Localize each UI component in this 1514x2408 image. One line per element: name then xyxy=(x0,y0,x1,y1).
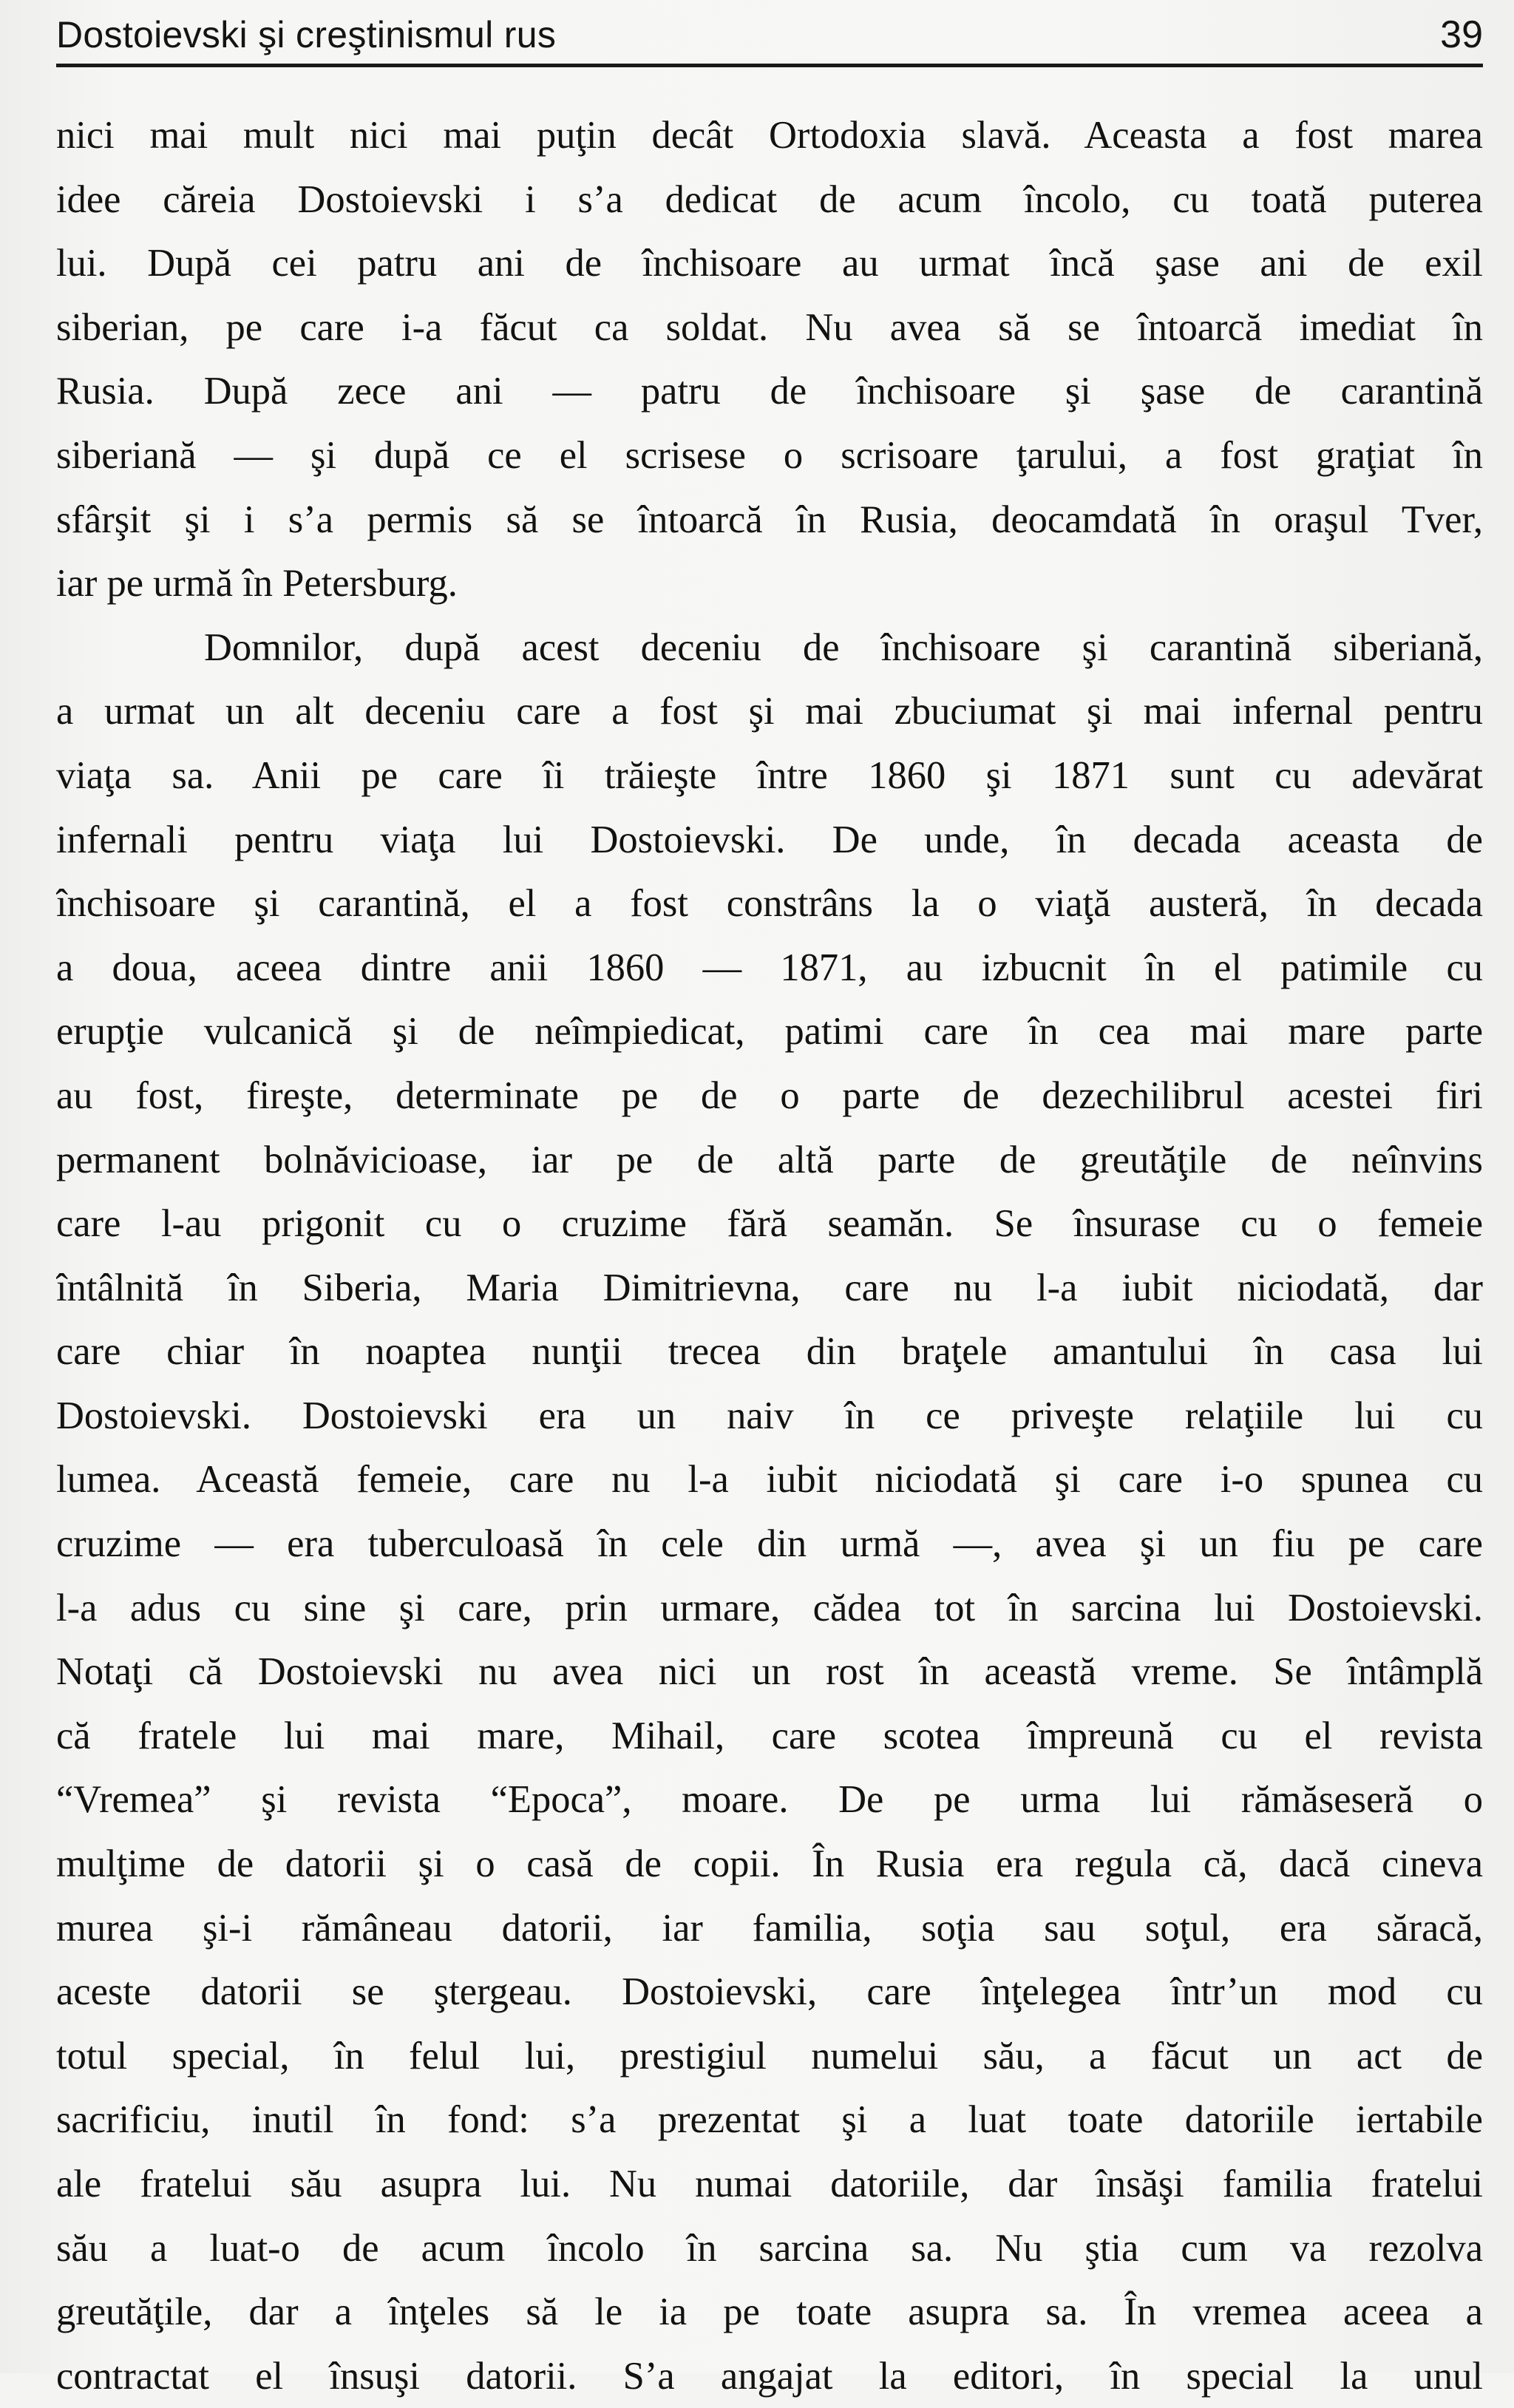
text-line: lumea. Această femeie, care nu l-a iubit niciodată şi care i-o spunea cu xyxy=(56,1458,1483,1502)
running-title: Dostoievski şi creştinismul rus xyxy=(56,14,557,55)
text-line: care chiar în noaptea nunţii trecea din braţele amantului în casa lui xyxy=(56,1330,1483,1374)
text-line: mulţime de datorii şi o casă de copii. În Rusia era regula că, dacă cineva xyxy=(56,1842,1483,1886)
text-line: închisoare şi carantină, el a fost constrâns la o viaţă austeră, în decada xyxy=(56,882,1483,926)
running-header xyxy=(56,6,1483,64)
header-rule xyxy=(56,64,1483,67)
text-line: idee căreia Dostoievski i s’a dedicat de acum încolo, cu toată puterea xyxy=(56,177,1483,221)
text-line: murea şi-i rămâneau datorii, iar familia, soţia sau soţul, era săracă, xyxy=(56,1906,1483,1950)
text-line: aceste datorii se ştergeau. Dostoievski, care înţelegea într’un mod cu xyxy=(56,1970,1483,2014)
text-line: întâlnită în Siberia, Maria Dimitrievna, care nu l-a iubit niciodată, dar xyxy=(56,1266,1483,1309)
text-line: totul special, în felul lui, prestigiul numelui său, a făcut un act de xyxy=(56,2034,1483,2078)
page-number: 39 xyxy=(1440,13,1483,56)
text-line: a doua, aceea dintre anii 1860 — 1871, au izbucnit în el patimile cu xyxy=(56,946,1483,989)
text-line: au fost, fireşte, determinate pe de o parte de dezechilibrul acestei firi xyxy=(56,1074,1483,1117)
text-line: care l-au prigonit cu o cruzime fără seamăn. Se însurase cu o femeie xyxy=(56,1202,1483,1246)
body-text xyxy=(56,104,1483,2408)
text-line: greutăţile, dar a înţeles să le ia pe toate asupra sa. În vremea aceea a xyxy=(56,2290,1483,2334)
text-line-paragraph-start: Domnilor, după acest deceniu de închisoare şi carantină siberiană, xyxy=(204,625,1483,669)
text-line-paragraph-end: iar pe urmă în Petersburg. xyxy=(56,562,458,606)
text-line: Notaţi că Dostoievski nu avea nici un rost în această vreme. Se întâmplă xyxy=(56,1650,1483,1694)
text-line: sacrificiu, inutil în fond: s’a prezentat şi a luat toate datoriile iertabile xyxy=(56,2098,1483,2142)
text-line: sfârşit şi i s’a permis să se întoarcă în Rusia, deocamdată în oraşul Tver, xyxy=(56,498,1483,541)
text-line: Dostoievski. Dostoievski era un naiv în ce priveşte relaţiile lui cu xyxy=(56,1394,1483,1437)
text-line: permanent bolnăvicioase, iar pe de altă parte de greutăţile de neînvins xyxy=(56,1138,1483,1181)
text-line: Rusia. După zece ani — patru de închisoare şi şase de carantină xyxy=(56,370,1483,413)
text-line: lui. După cei patru ani de închisoare au urmat încă şase ani de exil xyxy=(56,242,1483,285)
text-line: nici mai mult nici mai puţin decât Ortodoxia slavă. Aceasta a fost marea xyxy=(56,114,1483,157)
text-line: siberiană — şi după ce el scrisese o scrisoare ţarului, a fost graţiat în xyxy=(56,433,1483,477)
text-line: că fratele lui mai mare, Mihail, care scotea împreună cu el revista xyxy=(56,1714,1483,1757)
text-line: viaţa sa. Anii pe care îi trăieşte între 1860 şi 1871 sunt cu adevărat xyxy=(56,753,1483,797)
text-line: său a luat-o de acum încolo în sarcina sa. Nu ştia cum va rezolva xyxy=(56,2226,1483,2270)
text-line: l-a adus cu sine şi care, prin urmare, cădea tot în sarcina lui Dostoievski. xyxy=(56,1586,1483,1629)
text-line: siberian, pe care i-a făcut ca soldat. Nu avea să se întoarcă imediat în xyxy=(56,305,1483,349)
text-line: “Vremea” şi revista “Epoca”, moare. De pe urma lui rămăseseră o xyxy=(56,1778,1483,1822)
text-line: a urmat un alt deceniu care a fost şi mai zbuciumat şi mai infernal pentru xyxy=(56,690,1483,733)
text-line: erupţie vulcanică şi de neîmpiedicat, patimi care în cea mai mare parte xyxy=(56,1010,1483,1054)
text-line: contractat el însuşi datorii. S’a angajat la editori, în special la unul xyxy=(56,2354,1483,2398)
text-line: infernali pentru viaţa lui Dostoievski. De unde, în decada aceasta de xyxy=(56,818,1483,861)
text-line: cruzime — era tuberculoasă în cele din urmă —, avea şi un fiu pe care xyxy=(56,1522,1483,1566)
text-line: ale fratelui său asupra lui. Nu numai datoriile, dar însăşi familia fratelui xyxy=(56,2163,1483,2205)
